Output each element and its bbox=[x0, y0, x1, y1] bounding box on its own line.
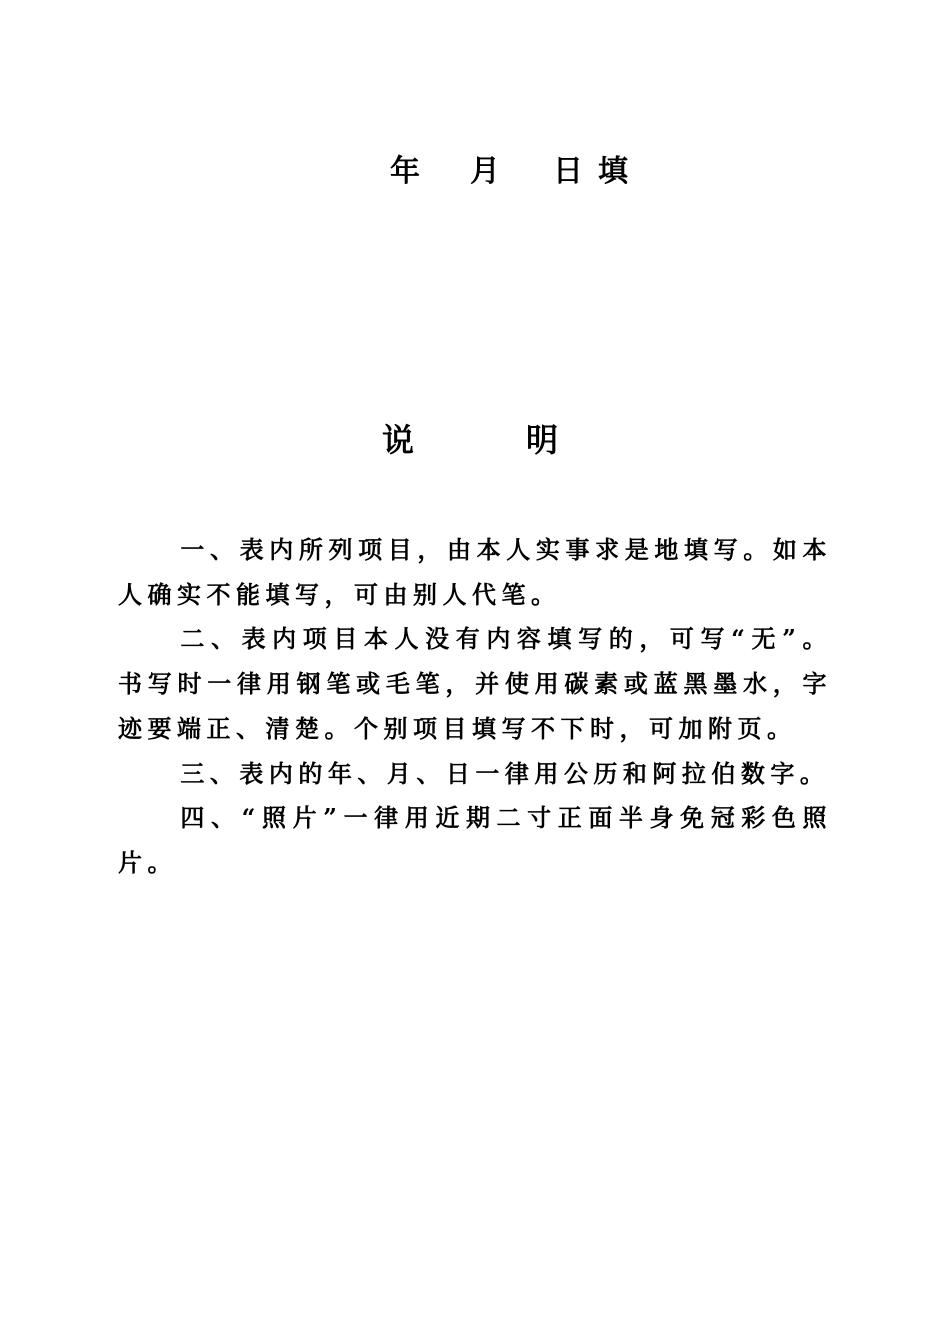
instruction-item-4: 四、“照片”一律用近期二寸正面半身免冠彩色照片。 bbox=[118, 803, 832, 877]
instruction-item-2: 二、表内项目本人没有内容填写的，可写“无”。书写时一律用钢笔或毛笔，并使用碳素或蓝黑墨水，字迹要端正、清楚。个别项目填写不下时，可加附页。 bbox=[118, 624, 832, 743]
instruction-item-3: 三、表内的年、月、日一律用公历和阿拉伯数字。 bbox=[180, 758, 830, 788]
heading-char-1: 说 bbox=[382, 421, 415, 459]
month-label: 月 bbox=[470, 154, 500, 189]
instruction-item-1: 一、表内所列项目，由本人实事求是地填写。如本人确实不能填写，可由别人代笔。 bbox=[118, 535, 832, 609]
fill-label: 填 bbox=[598, 154, 628, 189]
heading-char-2: 明 bbox=[526, 421, 559, 459]
instructions-body bbox=[118, 528, 832, 886]
instructions-heading bbox=[0, 418, 950, 462]
day-label: 日 bbox=[553, 154, 583, 189]
year-label: 年 bbox=[390, 154, 420, 189]
date-fill-line bbox=[0, 150, 950, 194]
